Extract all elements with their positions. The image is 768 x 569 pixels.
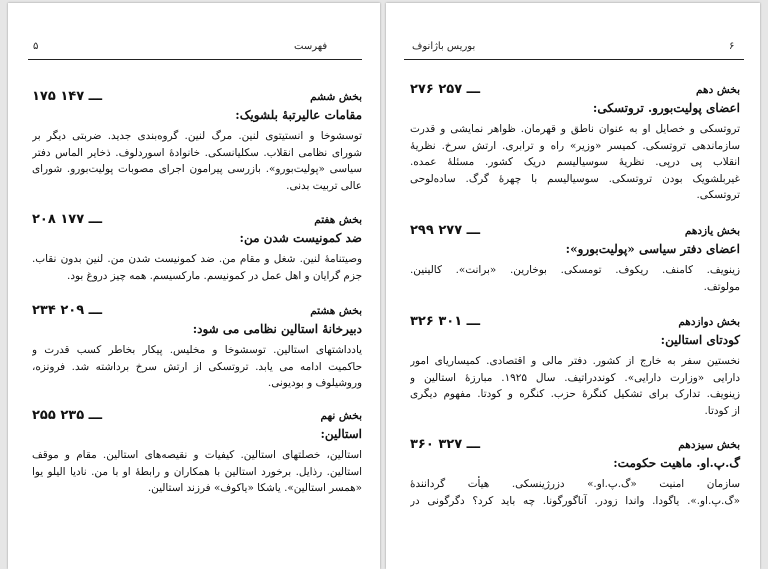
section-heading: بخش هفتم	[314, 214, 362, 226]
page-range: ۳۶۰ ـــ ۳۲۷	[410, 437, 481, 452]
running-head	[28, 41, 364, 57]
section-heading: بخش هشتم	[310, 305, 362, 317]
header-rule	[404, 59, 744, 60]
section-line: شورای نظامی انقلاب. سکلیانسکی. خانوادهٔ اسوردلوف. ذخایر الماس دفتر	[32, 146, 362, 159]
running-title: فهرست	[294, 41, 328, 52]
section-heading: بخش ششم	[310, 91, 362, 103]
section-title: کودتای استالین:	[660, 333, 740, 347]
toc-section-12	[410, 316, 740, 419]
toc-section-10	[410, 84, 740, 204]
section-line: تروتسکی و خصایل او به عنوان ناطق و قهرمان. ظواهر نمایشی و قدرت	[410, 123, 740, 135]
page-number: ۶	[729, 41, 735, 52]
toc-section-11	[410, 225, 740, 295]
toc-section-9	[32, 410, 362, 497]
section-heading: بخش نهم	[320, 410, 362, 422]
section-line: وصیتنامهٔ لنین. شغل و مقام من. ضد کمونیست شدن من. لنین بدون نقاب.	[32, 253, 362, 265]
section-line: دارایی «وزارت دارایی». کونددراتیف. سال ۱۹۲۵. مبارزهٔ استالین و	[410, 371, 740, 384]
toc-section-6	[32, 91, 362, 194]
section-line: استالین، خصلتهای استالین. کیفیات و نقیصه‌های استالین. مقام و موقف	[32, 449, 362, 461]
section-line: غیربلشویک بودن تروتسکی. سوسیالیسم با چهرهٔ گرگ. ساده‌لوحی	[410, 172, 740, 185]
header-rule	[28, 59, 362, 60]
toc-section-7	[32, 214, 362, 284]
page-range: ۲۵۵ ـــ ۲۳۵	[32, 408, 103, 423]
section-line: حاکمیت ادامه می یابد. تروتسکی از ارتش سرخ برداشته شد. فرونزه،	[32, 360, 362, 373]
section-line: وروشیلوف و بودیونی.	[267, 377, 362, 389]
page-range: ۲۷۶ ـــ ۲۵۷	[410, 82, 481, 97]
section-title: مقامات عالیرتبهٔ بلشویک:	[235, 108, 362, 122]
right-page	[386, 3, 760, 569]
section-line: «گ.پ.او.». یاگودا. واندا زودر. آناگورگونا. چه باید کرد؟ دگرگونی در	[410, 494, 740, 507]
section-line: عالی تربیت بدنی.	[286, 179, 362, 192]
page-number: ۵	[33, 41, 39, 52]
section-line: یادداشتهای استالین. توسشوخا و مخلیس. پیکار بخاطر کسب قدرت و	[32, 344, 362, 356]
section-title: استالین:	[320, 427, 362, 441]
page-range: ۲۰۸ ـــ ۱۷۷	[32, 212, 103, 227]
section-heading: بخش یازدهم	[684, 225, 740, 237]
section-title: ضد کمونیست شدن من:	[239, 231, 362, 245]
section-line: زینویف. کامنف. ریکوف. تومسکی. بوخارین. «برانت». کالینین.	[410, 264, 740, 276]
section-heading: بخش دوازدهم	[678, 316, 740, 328]
section-line: جزم گرایان و اهل عمل در کمونیسم. مارکسیسم. همه چیز دروغ بود.	[67, 269, 362, 282]
toc-section-13	[410, 439, 740, 509]
section-line: نخستین سفر به خارج از کشور. دفتر مالی و اقتصادی. کمیساریای امور	[410, 355, 740, 367]
page-range: ۲۹۹ ـــ ۲۷۷	[410, 223, 481, 238]
running-title: بوریس باژانوف	[412, 41, 476, 52]
section-heading: بخش سیزدهم	[678, 439, 740, 451]
section-line: مولوتف.	[703, 280, 740, 293]
toc-section-8	[32, 305, 362, 392]
page-range: ۳۲۶ ـــ ۳۰۱	[410, 314, 481, 329]
section-line: سازماندهی تروتسکی. کمیسر «وزیر» راه و ترابری. ارتش سرخ. نظریهٔ	[410, 139, 740, 152]
section-heading: بخش دهم	[696, 84, 740, 96]
section-line: سیاسی «پولیت‌بورو». بازرسی پیرامون اجرای مصوبات پولیت‌بورو. شورای	[32, 163, 362, 175]
section-line: «همسر استالین». یاشکا «یاکوف» فرزند استالین.	[147, 482, 362, 494]
page-range: ۱۷۵ ـــ ۱۴۷	[32, 89, 103, 104]
section-line: زینویف. تدارک برای تشکیل کنگرهٔ حزب. کنگره و کودتا. مفهوم دیگری	[410, 388, 740, 400]
section-title: اعضای پولیت‌بورو. تروتسکی:	[592, 101, 740, 115]
page-range: ۲۳۴ ـــ ۲۰۹	[32, 303, 103, 318]
section-line: تروتسکی.	[696, 189, 740, 201]
section-line: انقلاب پی درپی. نظریهٔ سوسیالیسم دریک کشور. مسئلهٔ عمده.	[410, 156, 740, 168]
left-page	[8, 3, 380, 569]
section-line: استالین. رذایل. برخورد استالین با همکاران و رابطهٔ او با من. نادیا الیلو یوا	[32, 465, 362, 478]
section-line: توسشوخا و انستیتوی لنین. مرگ لنین. گروه‌بندی جدید. ضربتی دیگر بر	[32, 130, 362, 142]
section-title: دبیرخانهٔ استالین نظامی می شود:	[192, 322, 362, 336]
section-title: گ.پ.او. ماهیت حکومت:	[613, 456, 740, 470]
section-title: اعضای دفتر سیاسی «پولیت‌بورو»:	[565, 242, 740, 256]
section-line: سازمان امنیت «گ.پ.او.» دزرژینسکی. هیأت گردانندهٔ	[410, 478, 740, 490]
section-line: از کودتا.	[704, 404, 740, 417]
running-head	[404, 41, 744, 57]
